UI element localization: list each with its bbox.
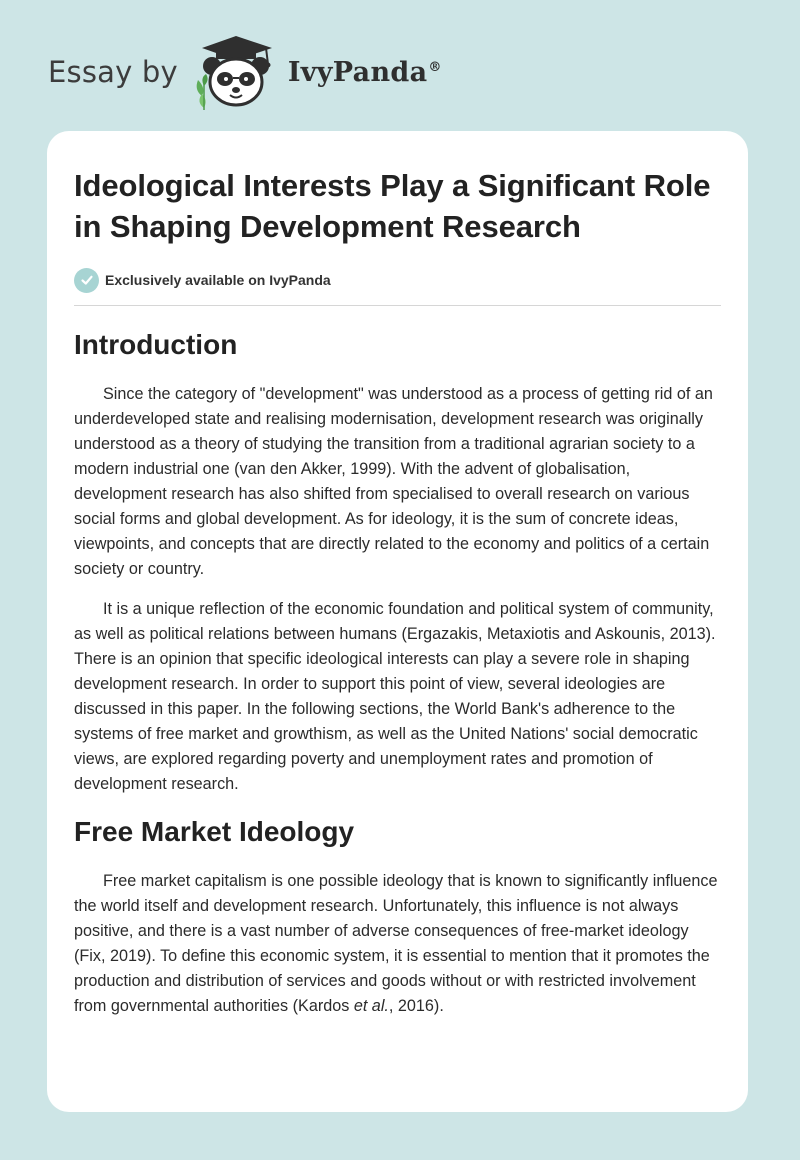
exclusive-badge-label: Exclusively available on IvyPanda — [105, 272, 331, 288]
essay-card — [47, 131, 748, 1112]
section-heading-free-market: Free Market Ideology — [74, 816, 355, 847]
intro-paragraph-1: Since the category of "development" was understood as a process of getting rid of an underdeveloped state and realising modernisation, development research was originally understood as a theory of studying the transition from a traditional agrarian society to a modern industrial one (van den Akker, 1999). With the advent of globalisation, development research has also shifted from specialised to overall research on various social forms and global development. As for ideology, it is the sum of concrete ideas, viewpoints, and concepts that are directly related to the economy and politics of a certain society or country. — [74, 385, 713, 578]
ivypanda-logo-icon — [192, 34, 284, 110]
exclusive-badge — [74, 267, 721, 293]
et-al-italic: et al. — [353, 997, 389, 1015]
free-market-paragraph — [74, 869, 721, 1019]
free-market-text-end: , 2016). — [388, 997, 444, 1015]
divider — [74, 305, 721, 306]
section-heading-introduction: Introduction — [74, 329, 238, 360]
checkmark-icon — [74, 268, 99, 293]
brand-name: IvyPanda® — [287, 56, 442, 88]
registered-mark: ® — [428, 59, 442, 75]
essay-by-label: Essay by — [48, 55, 178, 89]
intro-paragraph-2: It is a unique reflection of the economic foundation and political system of community, as well as political relations between humans (Ergazakis, Metaxiotis and Askounis, 2013). There is an opinion that specific ideological interests can play a severe role in shaping development research. In order to support this point of view, several ideologies are discussed in this paper. In the following sections, the World Bank's adherence to the systems of free market and growthism, as well as the United Nations' social democratic views, are explored regarding poverty and unemployment rates and promotion of development research. — [74, 600, 716, 793]
essay-title: Ideological Interests Play a Significant Role in Shaping Development Research — [74, 168, 711, 244]
free-market-text-start: Free market capitalism is one possible ideology that is known to significantly influence the world itself and development research. Unfortunately, this influence is not always positive, and there is a vast number of adverse consequences of free-market ideology (Fix, 2019). To define this economic system, it is essential to mention that it promotes the production and distribution of services and goods without or with restricted involvement from governmental authorities (Kardos — [74, 872, 718, 1015]
brand-header — [48, 34, 442, 110]
